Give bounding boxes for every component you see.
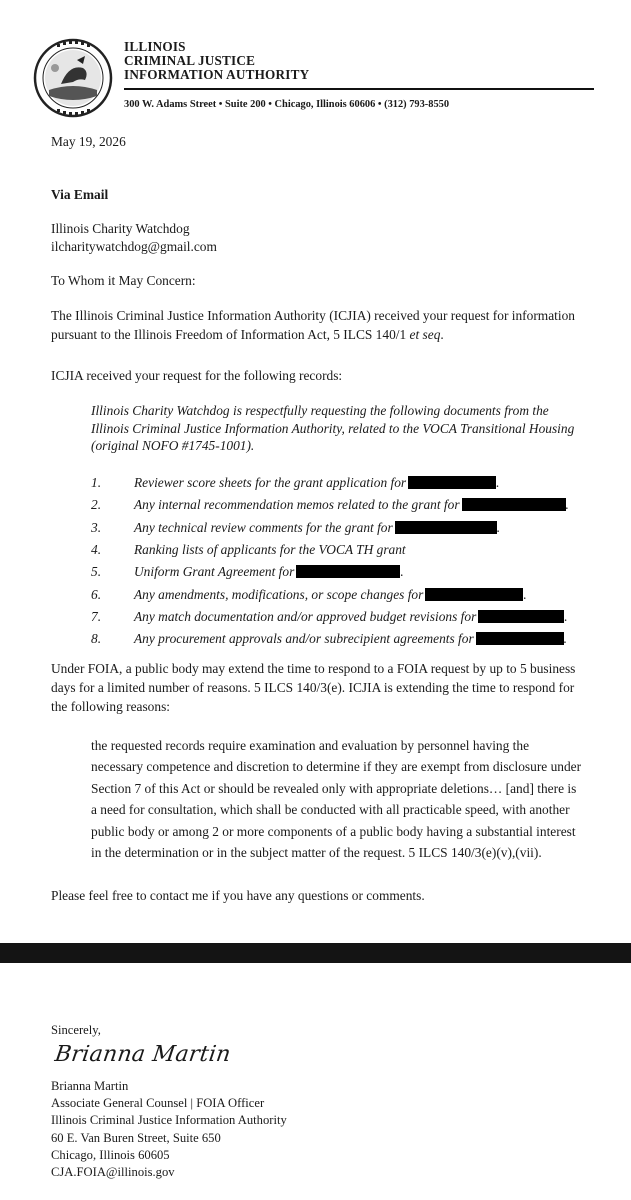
statute-line1: the requested records require examination and evaluation by personnel having the <box>91 738 530 753</box>
request-item-label: Any technical review comments for the grant for <box>134 519 393 535</box>
request-item-text <box>134 587 527 603</box>
request-item-number: 6. <box>91 586 102 602</box>
received-line: ICJIA received your request for the following records: <box>51 368 343 383</box>
request-item-label: Any amendments, modifications, or scope changes for <box>134 586 424 602</box>
request-item-tail: . <box>563 631 568 647</box>
extension-line2: days for a limited number of reasons. 5 ILCS 140/3(e). ICJIA is extending the time to respond for <box>51 680 575 695</box>
letterhead-rule <box>124 88 594 90</box>
request-item-tail: . <box>565 497 569 513</box>
request-item-number: 8. <box>91 631 102 647</box>
request-item-number: 4. <box>91 541 102 557</box>
request-item-label: Uniform Grant Agreement for <box>134 564 295 580</box>
salutation: To Whom it May Concern: <box>51 273 196 288</box>
statute-line4: a need for consultation, which shall be conducted with all practicable speed, with another <box>91 802 570 818</box>
recipient-name: Illinois Charity Watchdog <box>51 221 190 236</box>
extension-line3: the following reasons: <box>51 699 171 714</box>
closing-line: Please feel free to contact me if you have any questions or comments. <box>51 888 425 903</box>
sender-org: Illinois Criminal Justice Information Authority <box>51 1113 287 1128</box>
request-item-text <box>134 475 499 491</box>
sender-street: 60 E. Van Buren Street, Suite 650 <box>51 1130 221 1145</box>
sender-title: Associate General Counsel | FOIA Officer <box>51 1096 265 1111</box>
sender-email: CJA.FOIA@illinois.gov <box>51 1165 175 1180</box>
request-item-tail: . <box>523 586 527 602</box>
request-item-text <box>134 542 406 558</box>
statute-line2: necessary competence and discretion to determine if they are exempt from disclosure under <box>91 759 582 775</box>
request-item-number: 1. <box>91 475 102 490</box>
request-item-text <box>134 497 569 513</box>
request-item-text <box>134 609 568 625</box>
request-item-number: 7. <box>91 608 102 624</box>
intro-et-seq: et seq <box>409 327 441 342</box>
letterhead-address: 300 W. Adams Street • Suite 200 • Chicago, Illinois 60606 • (312) 793-8550 <box>124 99 450 110</box>
redaction-bar <box>478 610 564 623</box>
intro-line2 <box>51 325 596 344</box>
org-name-line2: CRIMINAL JUSTICE <box>124 53 256 68</box>
request-quote <box>91 402 589 455</box>
org-name-line1: ILLINOIS <box>124 39 186 54</box>
request-item-number: 5. <box>91 564 102 580</box>
intro-line2-end: . <box>440 327 444 342</box>
statute-quote <box>91 735 589 863</box>
request-item-tail: . <box>496 475 500 490</box>
page-break-bar <box>0 943 631 963</box>
sender-city: Chicago, Illinois 60605 <box>51 1147 170 1162</box>
request-quote-line3: (original NOFO #1745-1001). <box>91 438 255 453</box>
state-seal-icon <box>33 38 113 118</box>
sender-name: Brianna Martin <box>51 1079 129 1093</box>
handwritten-signature: Brianna Martin <box>53 1042 233 1067</box>
extension-line1: Under FOIA, a public body may extend the time to respond to a FOIA request by up to 5 business <box>51 661 576 676</box>
extension-paragraph <box>51 659 596 716</box>
request-item-text <box>134 520 500 536</box>
redaction-bar <box>408 476 496 489</box>
intro-line2-text: pursuant to the Illinois Freedom of Information Act, 5 ILCS 140/1 <box>51 327 410 342</box>
request-item-label: Any procurement approvals and/or subrecipient agreements for <box>134 631 474 647</box>
request-item-label: Reviewer score sheets for the grant application for <box>134 475 407 490</box>
redaction-bar <box>476 632 564 645</box>
redaction-bar <box>425 588 523 601</box>
request-quote-line2: Illinois Criminal Justice Information Authority, related to the VOCA Transitional Housing <box>91 420 575 436</box>
request-item-label: Any internal recommendation memos related to the grant for <box>134 497 460 513</box>
request-quote-line1: Illinois Charity Watchdog is respectfully requesting the following documents from the <box>91 403 549 418</box>
statute-line3: Section 7 of this Act or should be revealed only with appropriate deletions… [and] there is <box>91 780 577 796</box>
request-item-text <box>134 631 567 647</box>
redaction-bar <box>462 498 566 511</box>
request-item-label: Ranking lists of applicants for the VOCA TH grant <box>134 541 406 557</box>
intro-line1: The Illinois Criminal Justice Information Authority (ICJIA) received your request for information <box>51 308 575 323</box>
letter-date: May 19, 2026 <box>51 134 126 149</box>
signoff: Sincerely, <box>51 1023 101 1037</box>
request-item-tail: . <box>496 519 501 535</box>
request-item-text <box>134 564 404 580</box>
request-item-number: 2. <box>91 497 102 513</box>
request-item-tail: . <box>400 564 404 580</box>
statute-line5: public body or among 2 or more components of a public body having a substantial interest <box>91 823 576 839</box>
org-name <box>124 40 309 82</box>
request-item-tail: . <box>564 608 568 624</box>
request-item-number: 3. <box>91 519 102 535</box>
intro-paragraph <box>51 306 596 344</box>
statute-line6: in the determination or in the subject matter of the request. 5 ILCS 140/3(e)(v),(vii). <box>91 845 542 861</box>
redaction-bar <box>395 521 497 534</box>
org-name-line3: INFORMATION AUTHORITY <box>124 67 310 82</box>
recipient-email: ilcharitywatchdog@gmail.com <box>51 239 217 254</box>
redaction-bar <box>296 565 400 578</box>
sender-block <box>51 1078 287 1181</box>
request-item-label: Any match documentation and/or approved budget revisions for <box>134 608 477 624</box>
delivery-method: Via Email <box>51 187 109 202</box>
